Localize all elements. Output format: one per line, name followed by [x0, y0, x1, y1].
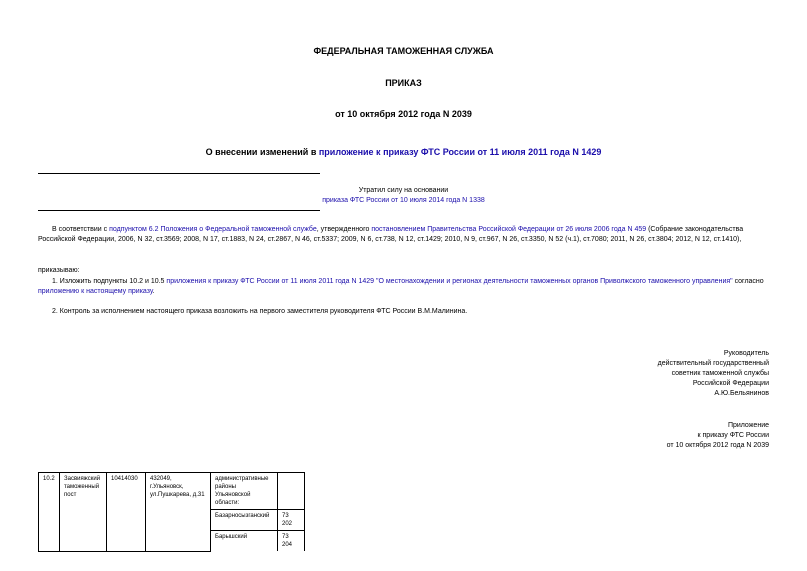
cell-region-code: 73 204 [278, 531, 305, 552]
signature-line: Руководитель [723, 350, 769, 357]
doc-date-number: от 10 октября 2012 года N 2039 [335, 109, 472, 119]
lost-force-link[interactable]: приказа ФТС России от 10 июля 2014 года N 1338 [322, 197, 485, 204]
preamble-text-1: В соответствии с [52, 226, 110, 233]
item-1-text-1: 1. Изложить подпункты 10.2 и 10.5 [52, 278, 167, 285]
appendix-block [667, 421, 769, 451]
cell-region-name: Базарносызганский [211, 510, 278, 531]
lost-force-link-line [0, 196, 807, 206]
item-1 [38, 277, 768, 297]
lost-force-note: Утратил силу на основании [358, 187, 449, 194]
cell-num: 10.2 [39, 473, 60, 552]
appendix-line: Приложение [727, 422, 769, 429]
preamble-text-2: , утвержденного [316, 226, 372, 233]
appendix-line: от 10 октября 2012 года N 2039 [666, 442, 769, 449]
preamble-text-3: (Собрание законодательства Российской Федерации, 2006, N 32, ст.3569; 2008, N 17, ст.1883, N 24, ст.2867, N 46, ст.5337; 2009, N 6, ст.738, N 12, ст.1429; 2010, N 9, ст.967, N 26, ст.3350, N 52 (ч.1), ст.7080; 2011, N 26, ст.3804; 2012, N 12, ст.1410), [38, 226, 744, 243]
preamble-link-2[interactable]: постановлением Правительства Российской Федерации от 26 июля 2006 года N 459 [371, 226, 647, 233]
item-1-link-2[interactable]: приложению к настоящему приказу [38, 288, 153, 295]
divider-top [38, 173, 320, 174]
preamble-link-1[interactable]: подпунктом 6.2 Положения о Федеральной таможенной службе [109, 226, 317, 233]
cell-post-code: 10414030 [107, 473, 146, 552]
doc-title [0, 147, 807, 157]
agency-name: ФЕДЕРАЛЬНАЯ ТАМОЖЕННАЯ СЛУЖБА [313, 46, 494, 56]
item-1-link-1[interactable]: приложения к приказу ФТС России от 11 июля 2011 года N 1429 "О местонахождении и регионах деятельности таможенных органов Приволжского таможенного управления" [166, 278, 733, 285]
order-word: приказываю: [38, 267, 80, 274]
signature-line: действительный государственный [657, 360, 769, 367]
cell-region-code: 73 202 [278, 510, 305, 531]
signature-block [658, 349, 769, 399]
cell-post-name: Засвияжский таможенный пост [60, 473, 107, 552]
appendix-line: к приказу ФТС России [697, 432, 769, 439]
preamble [38, 225, 768, 245]
item-2: 2. Контроль за исполнением настоящего приказа возложить на первого заместителя руководителя ФТС России В.М.Малинина. [52, 308, 468, 315]
doc-type: ПРИКАЗ [385, 78, 422, 88]
signature-line: А.Ю.Бельянинов [714, 390, 769, 397]
item-1-text-2: согласно [732, 278, 764, 285]
item-1-text-3: . [152, 288, 155, 295]
signature-line: советник таможенной службы [671, 370, 769, 377]
cell-empty [278, 473, 305, 510]
cell-address: 432049, г.Ульяновск, ул.Пушкарева, д.31 [146, 473, 211, 552]
cell-region-header: административные районы Ульяновской области: [211, 473, 278, 510]
divider-bottom [38, 210, 320, 211]
table-row [39, 473, 305, 510]
cell-region-name: Барышский [211, 531, 278, 552]
signature-line: Российской Федерации [692, 380, 769, 387]
doc-title-link[interactable]: приложение к приказу ФТС России от 11 июля 2011 года N 1429 [318, 147, 602, 157]
doc-title-prefix: О внесении изменений в [205, 147, 319, 157]
appendix-table [38, 472, 305, 552]
